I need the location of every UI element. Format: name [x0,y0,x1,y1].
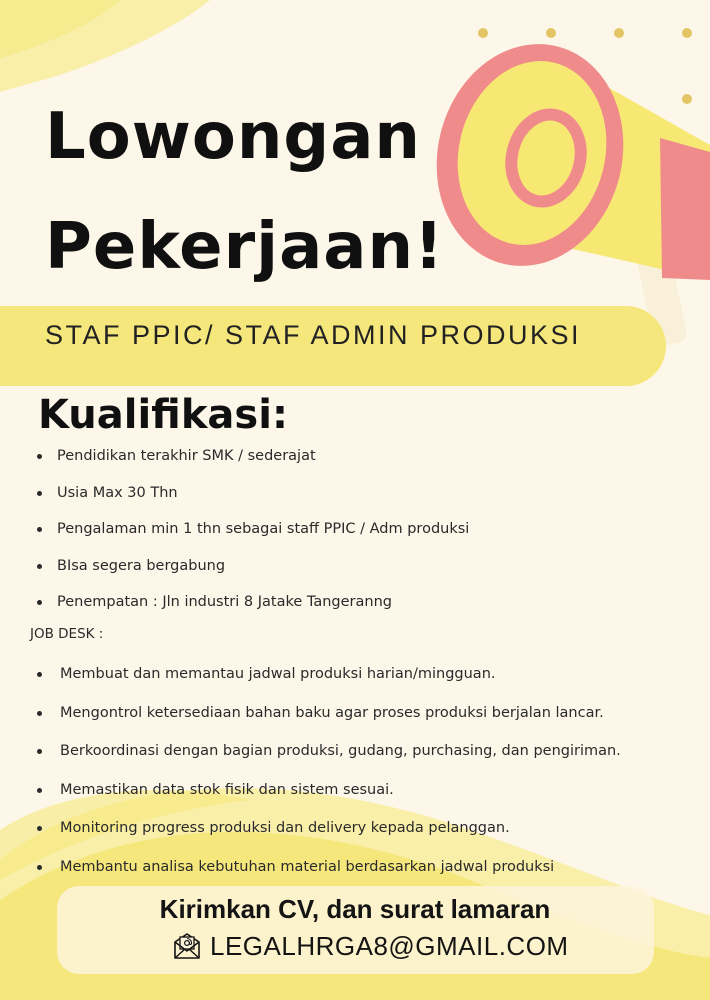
job-desk-label: JOB DESK : [30,626,104,642]
qualifications-title: Kualifikasi: [38,392,288,438]
list-item-text: Pendidikan terakhir SMK / sederajat [57,448,316,464]
list-item [60,778,621,817]
page-title [45,82,444,302]
list-item [60,739,621,778]
bullet-icon [37,600,42,605]
bullet-icon [37,788,42,793]
bullet-icon [37,865,42,870]
list-item [60,662,621,701]
list-item-text: Penempatan : Jln industri 8 Jatake Tangeranng [57,594,392,610]
list-item-text: Berkoordinasi dengan bagian produksi, gudang, purchasing, dan pengiriman. [60,743,621,760]
list-item [57,554,469,591]
list-item [60,816,621,855]
bullet-icon [37,711,42,716]
list-item [60,701,621,740]
list-item-text: Mengontrol ketersediaan bahan baku agar proses produksi berjalan lancar. [60,704,604,721]
headline-line-2: Pekerjaan! [45,210,445,284]
cta-text: Kirimkan CV, dan surat lamaran [159,894,551,924]
bullet-icon [37,564,42,569]
email-row [172,928,569,964]
job-desk-list [60,662,621,894]
job-title: STAF PPIC/ STAF ADMIN PRODUKSI [45,320,582,350]
list-item [57,590,469,627]
headline-line-1: Lowongan [45,100,421,174]
list-item-text: BIsa segera bergabung [57,557,226,574]
bullet-icon [37,454,42,459]
envelope-icon [172,931,202,961]
megaphone-icon [430,20,710,350]
list-item-text: Pengalaman min 1 thn sebagai staff PPIC / Adm produksi [57,521,470,537]
list-item [57,517,469,554]
list-item [57,481,469,518]
list-item-text: Membuat dan memantau jadwal produksi harian/mingguan. [60,666,496,682]
qualifications-list [57,444,469,627]
list-item [57,444,469,481]
email-address[interactable]: LEGALHRGA8@GMAIL.COM [210,931,569,961]
bullet-icon [37,527,42,532]
bullet-icon [37,672,42,677]
list-item-text: Usia Max 30 Thn [57,484,178,501]
list-item-text: Memastikan data stok fisik dan sistem sesuai. [60,781,394,798]
bullet-icon [37,491,42,496]
list-item-text: Monitoring progress produksi dan delivery kepada pelanggan. [60,820,510,837]
list-item-text: Membantu analisa kebutuhan material berdasarkan jadwal produksi [60,858,555,875]
